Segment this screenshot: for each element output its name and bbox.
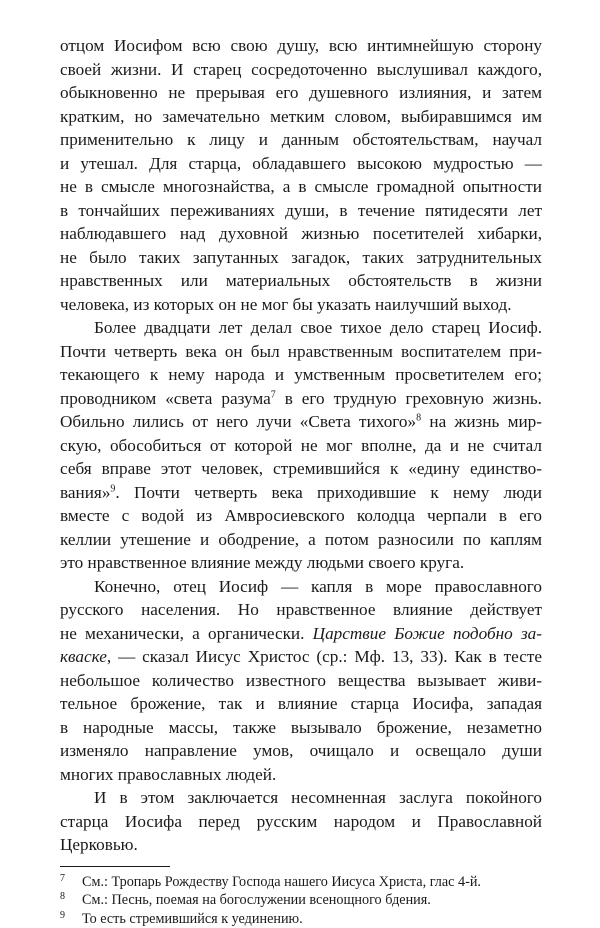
text-line: нравственных или материальных обстоятельств в жизни xyxy=(60,269,542,293)
footnote-7 xyxy=(60,873,542,892)
text-line: в народные массы, также вызывало брожение, незаметно xyxy=(60,716,542,740)
footnotes xyxy=(60,873,542,928)
text-line: вания»$^9$. Почти четверть века приходившие к нему люди xyxy=(60,481,542,505)
footnote-number: 7 xyxy=(60,870,82,889)
text-line: Церковью. xyxy=(60,833,542,857)
paragraph xyxy=(60,575,542,787)
main-text xyxy=(60,34,542,857)
text-line: проводником «света разума$^7$ в его трудную греховную жизнь. xyxy=(60,387,542,411)
text-line: небольшое количество известного вещества вызывает живи- xyxy=(60,669,542,693)
italic-quote: Царствие Божие подобно за- xyxy=(313,624,542,643)
text-line: не механически, а органически. Царствие Божие подобно за- xyxy=(60,622,542,646)
text-line: Почти четверть века он был нравственным воспитателем при- xyxy=(60,340,542,364)
text-line: не было таких запутанных загадок, таких затруднительных xyxy=(60,246,542,270)
paragraph xyxy=(60,34,542,316)
footnote-8 xyxy=(60,891,542,910)
text-line: это нравственное влияние между людьми своего круга. xyxy=(60,551,542,575)
text-line: обыкновенно не прерывая его душевного излияния, и затем xyxy=(60,81,542,105)
text-line: не в смысле многознайства, а в смысле громадной опытности xyxy=(60,175,542,199)
text-line: изменяло направление умов, очищало и освещало души xyxy=(60,739,542,763)
footnote-text: См.: Песнь, поемая на богослужении всенощного бдения. xyxy=(82,891,431,910)
text-line: вместе с водой из Амвросиевского колодца черпали в его xyxy=(60,504,542,528)
paragraph xyxy=(60,786,542,857)
footnote-text: См.: Тропарь Рождеству Господа нашего Иисуса Христа, глас 4-й. xyxy=(82,873,481,892)
footnote-text: То есть стремившийся к уединению. xyxy=(82,910,303,928)
text-line: тельное брожение, так и влияние старца Иосифа, западая xyxy=(60,692,542,716)
text-line: себя вправе этот человек, стремившийся к «едину единство- xyxy=(60,457,542,481)
text-line: Более двадцати лет делал свое тихое дело старец Иосиф. xyxy=(60,316,542,340)
text-line: старца Иосифа перед русским народом и Православной xyxy=(60,810,542,834)
footnote-number: 8 xyxy=(60,888,82,907)
footnote-divider xyxy=(60,866,170,867)
text-line: кратким, но замечательно метким словом, выбиравшимся им xyxy=(60,105,542,129)
text-line: текающего к нему народа и умственным просветителем его; xyxy=(60,363,542,387)
text-line: русского населения. Но нравственное влияние действует xyxy=(60,598,542,622)
paragraph xyxy=(60,316,542,575)
text-line: келлии утешение и ободрение, а потом разносили по каплям xyxy=(60,528,542,552)
text-line: своей жизни. И старец сосредоточенно выслушивал каждого, xyxy=(60,58,542,82)
text-line: применительно к лицу и данным обстоятельствам, научал xyxy=(60,128,542,152)
text-line: многих православных людей. xyxy=(60,763,542,787)
text-line: наблюдавшего над духовной жизнью посетителей хибарки, xyxy=(60,222,542,246)
page-body xyxy=(60,34,542,928)
italic-quote: кваске xyxy=(60,647,107,666)
text-line: Конечно, отец Иосиф — капля в море православного xyxy=(60,575,542,599)
text-line: отцом Иосифом всю свою душу, всю интимнейшую сторону xyxy=(60,34,542,58)
text-line: в тончайших переживаниях души, в течение пятидесяти лет xyxy=(60,199,542,223)
text-line: Обильно лились от него лучи «Света тихого»$^8$ на жизнь мир- xyxy=(60,410,542,434)
text-line: И в этом заключается несомненная заслуга покойного xyxy=(60,786,542,810)
text-line: скую, обособиться от которой не мог вполне, да и не считал xyxy=(60,434,542,458)
text-line: и утешал. Для старца, обладавшего высокою мудростью — xyxy=(60,152,542,176)
footnote-9 xyxy=(60,910,542,928)
footnote-number: 9 xyxy=(60,907,82,926)
text-line: кваске, — сказал Иисус Христос (ср.: Мф. 13, 33). Как в тесте xyxy=(60,645,542,669)
footnote-marker[interactable]: 7 xyxy=(271,389,276,400)
footnote-marker[interactable]: 8 xyxy=(416,412,421,423)
text-line: человека, из которых он не мог бы указать наилучший выход. xyxy=(60,293,542,317)
footnote-marker[interactable]: 9 xyxy=(110,483,115,494)
